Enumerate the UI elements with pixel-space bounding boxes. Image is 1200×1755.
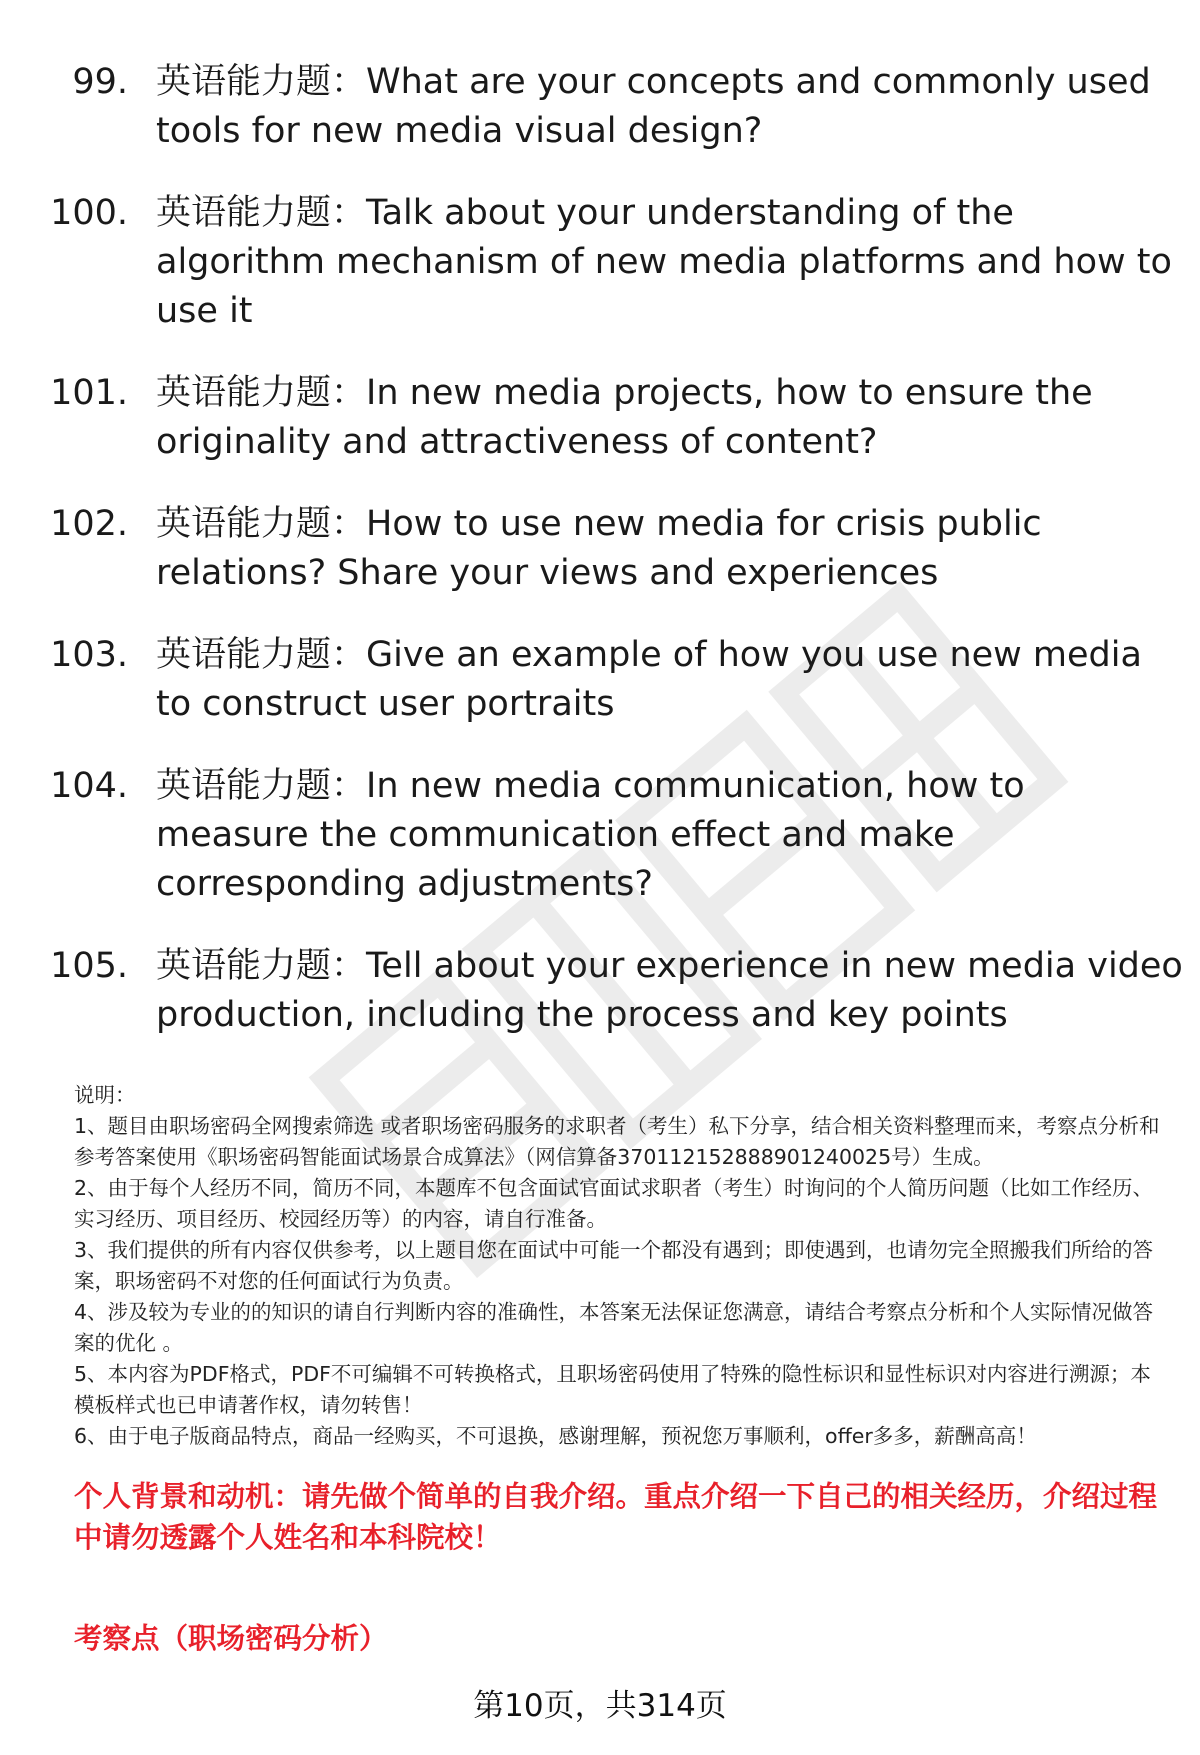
note-item: 1、题目由职场密码全网搜索筛选 或者职场密码服务的求职者（考生）私下分享，结合相关资料整理而来，考察点分析和参考答案使用《职场密码智能面试场景合成算法》（网信算备370112152888901240025号）生成。 bbox=[74, 1114, 1160, 1169]
note-item: 5、本内容为PDF格式，PDF不可编辑不可转换格式，且职场密码使用了特殊的隐性标识和显性标识对内容进行溯源；本模板样式也已申请著作权，请勿转售！ bbox=[74, 1362, 1151, 1417]
question-text: 英语能力题：How to use new media for crisis public relations? Share your views and experiences bbox=[156, 504, 1042, 593]
question-number: 102. bbox=[50, 504, 128, 544]
section-subheading: 考察点（职场密码分析） bbox=[74, 1622, 388, 1655]
question-item bbox=[28, 58, 1178, 156]
notes-title: 说明： bbox=[74, 1083, 136, 1107]
question-item bbox=[28, 942, 1183, 1040]
question-item bbox=[28, 369, 1178, 467]
section-heading: 个人背景和动机：请先做个简单的自我介绍。重点介绍一下自己的相关经历，介绍过程中请勿透露个人姓名和本科院校！ bbox=[74, 1480, 1158, 1554]
question-text: 英语能力题：Talk about your understanding of the algorithm mechanism of new media platforms and how to use it bbox=[156, 193, 1172, 331]
question-number: 105. bbox=[50, 946, 128, 986]
question-number: 104. bbox=[50, 766, 128, 806]
note-item: 6、由于电子版商品特点，商品一经购买，不可退换，感谢理解，预祝您万事顺利，offer多多，薪酬高高！ bbox=[74, 1424, 1037, 1448]
notes-block bbox=[74, 1080, 1160, 1452]
question-item bbox=[28, 189, 1178, 336]
question-item bbox=[28, 631, 1178, 729]
question-number: 100. bbox=[50, 193, 128, 233]
note-item: 3、我们提供的所有内容仅供参考，以上题目您在面试中可能一个都没有遇到；即使遇到，也请勿完全照搬我们所给的答案，职场密码不对您的任何面试行为负责。 bbox=[74, 1238, 1154, 1293]
question-number: 99. bbox=[72, 62, 128, 102]
note-item: 4、涉及较为专业的的知识的请自行判断内容的准确性，本答案无法保证您满意，请结合考察点分析和个人实际情况做答案的优化 。 bbox=[74, 1300, 1154, 1355]
question-list bbox=[28, 58, 1183, 1073]
question-text: 英语能力题：In new media communication, how to measure the communication effect and make corresponding adjustments? bbox=[156, 766, 1025, 904]
question-text: 英语能力题：Give an example of how you use new media to construct user portraits bbox=[156, 635, 1142, 724]
question-text: 英语能力题：What are your concepts and commonly used tools for new media visual design? bbox=[156, 62, 1151, 151]
question-text: 英语能力题：Tell about your experience in new media video production, including the process and key points bbox=[156, 946, 1183, 1035]
question-item bbox=[28, 500, 1178, 598]
question-item bbox=[28, 762, 1178, 909]
note-item: 2、由于每个人经历不同，简历不同，本题库不包含面试官面试求职者（考生）时询问的个人简历问题（比如工作经历、实习经历、项目经历、校园经历等）的内容，请自行准备。 bbox=[74, 1176, 1154, 1231]
question-number: 103. bbox=[50, 635, 128, 675]
page-number: 第10页，共314页 bbox=[473, 1688, 727, 1724]
notes-items bbox=[74, 1111, 1160, 1452]
question-text: 英语能力题：In new media projects, how to ensure the originality and attractiveness of content? bbox=[156, 373, 1093, 462]
question-number: 101. bbox=[50, 373, 128, 413]
